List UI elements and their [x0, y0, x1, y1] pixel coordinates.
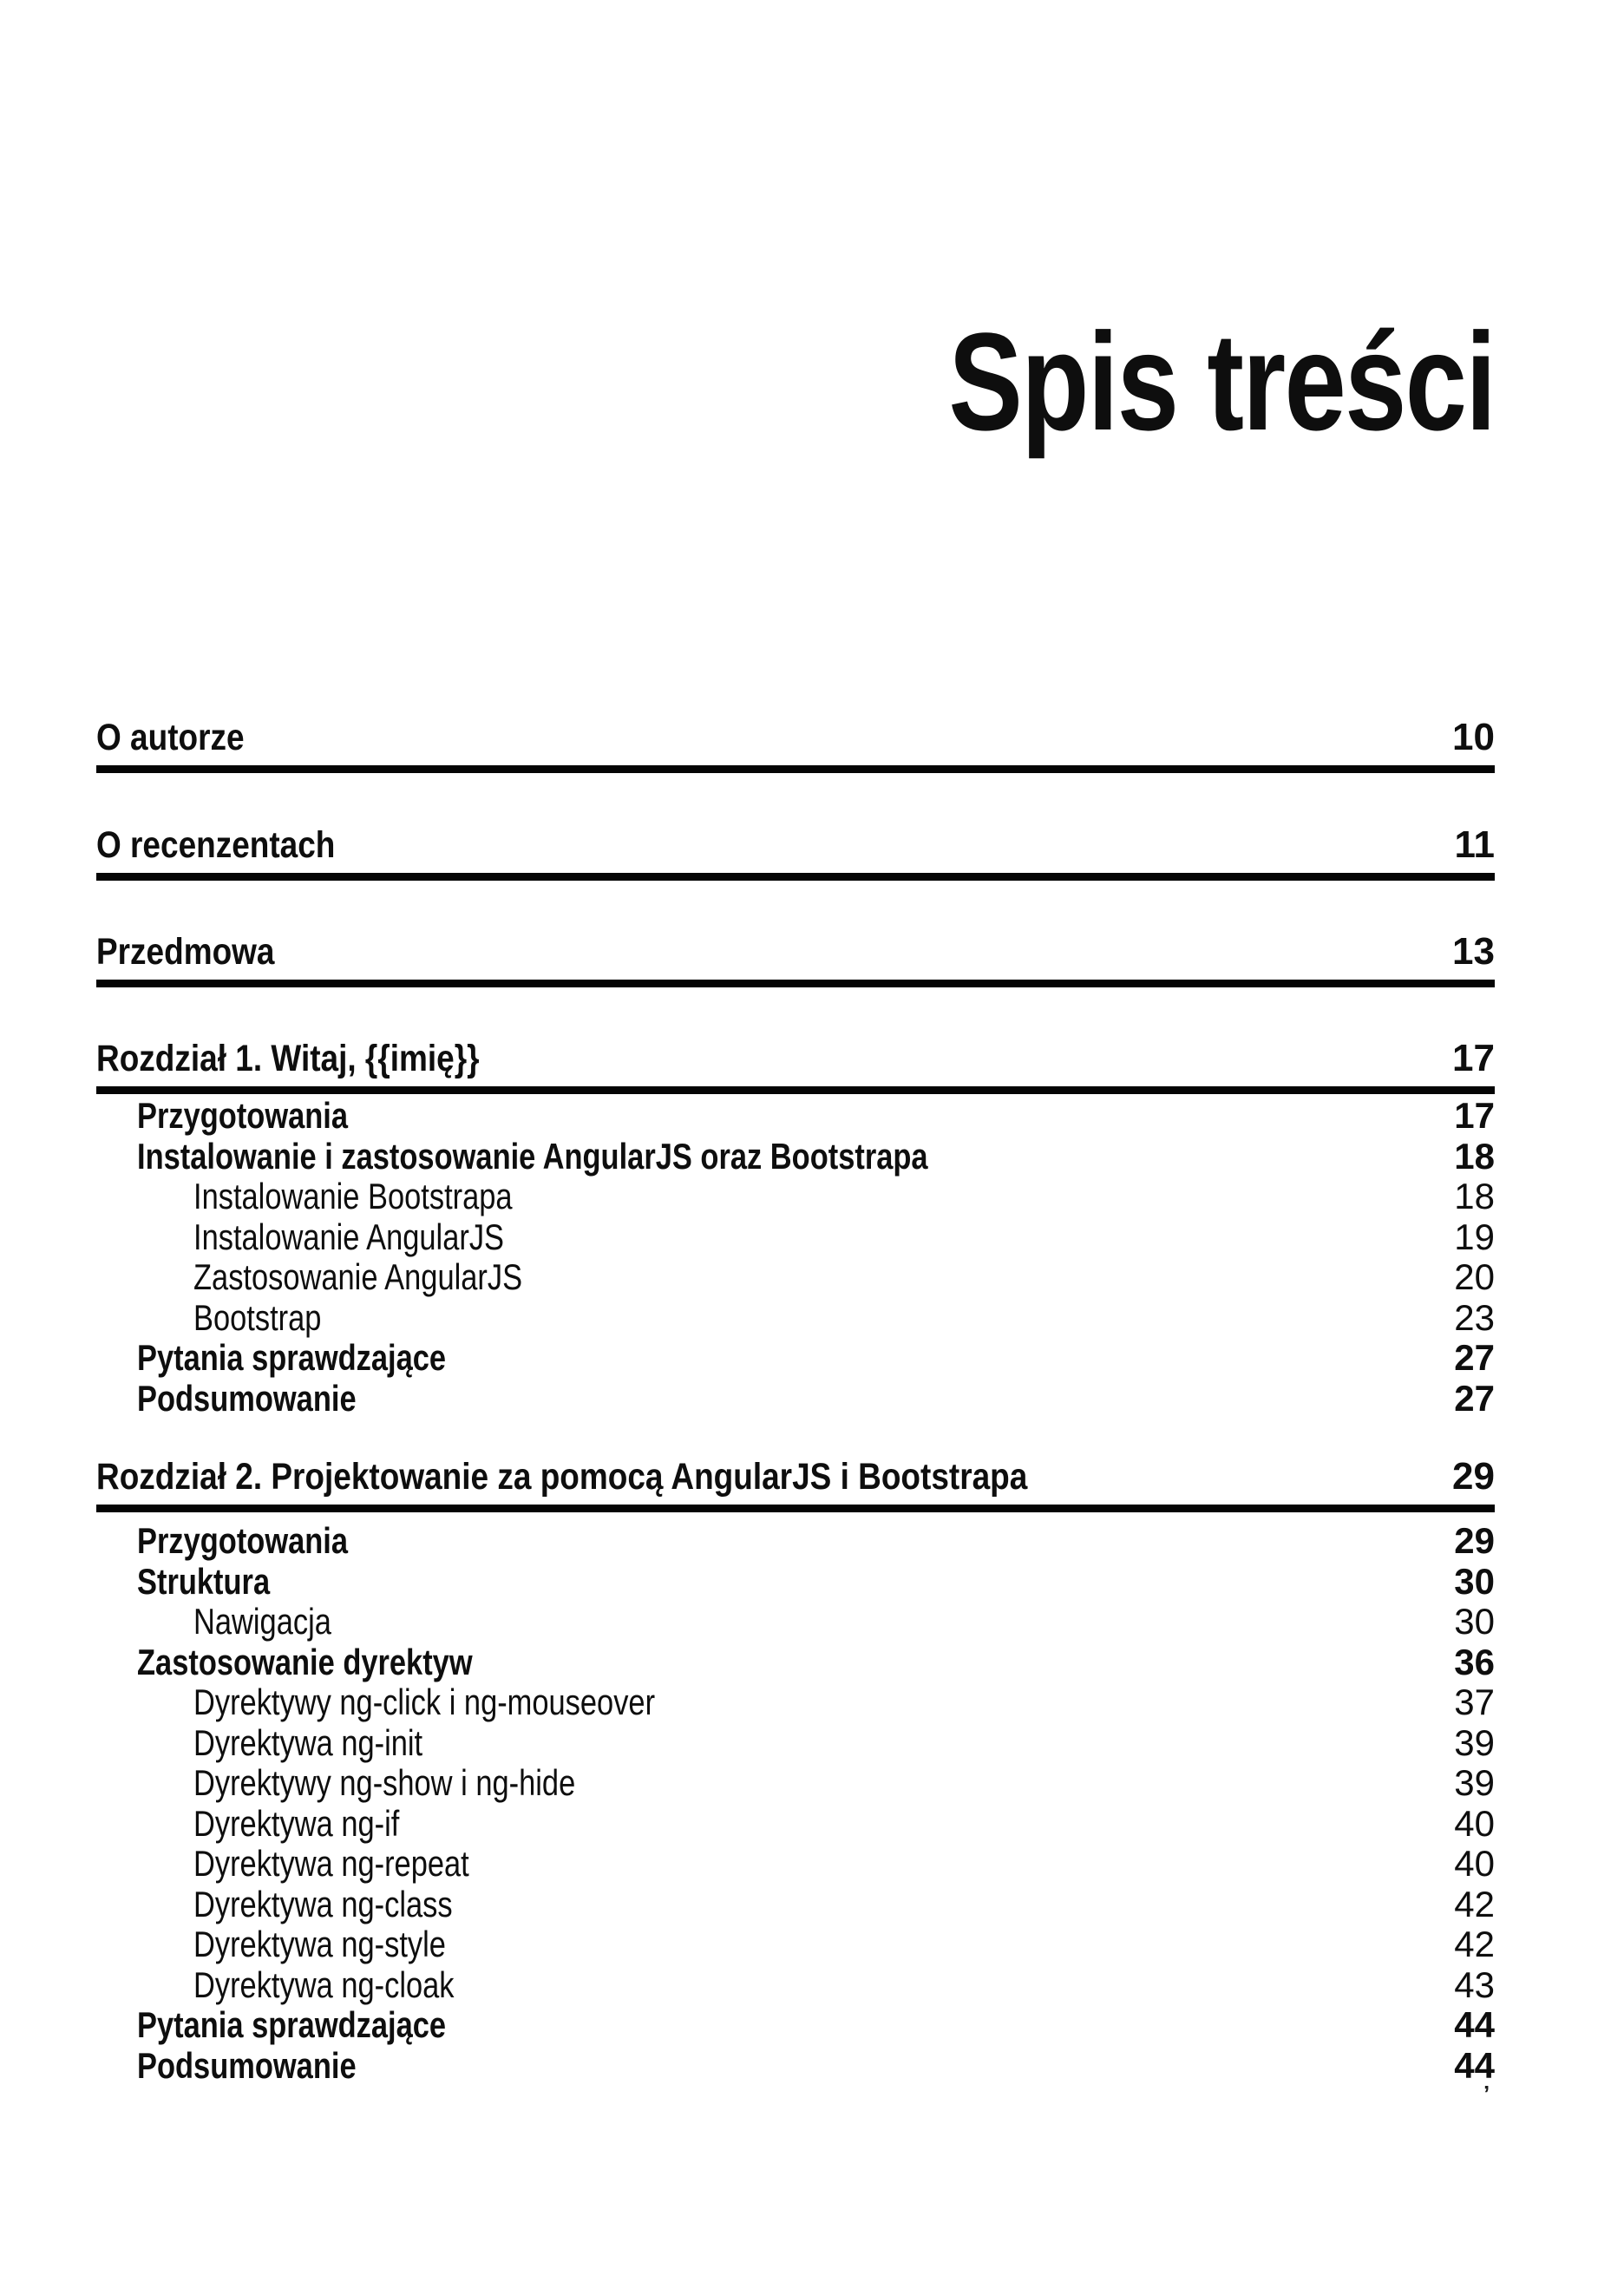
entry-page-number: 39	[1454, 1762, 1495, 1803]
toc-entry	[96, 1521, 1495, 1562]
toc-entry	[96, 1682, 1495, 1723]
chapter-label: Rozdział 1. Witaj, {{imię}}	[96, 1038, 480, 1079]
chapter-heading-row	[96, 1455, 1495, 1512]
entry-label: Dyrektywa ng-init	[193, 1721, 423, 1763]
toc-entry	[96, 1602, 1495, 1642]
entry-page-number: 19	[1454, 1216, 1495, 1257]
entry-page-number: 42	[1454, 1924, 1495, 1964]
entry-page-number: 42	[1454, 1883, 1495, 1924]
entry-label: Instalowanie i zastosowanie AngularJS oraz Bootstrapa	[137, 1135, 928, 1177]
toc-entry	[96, 1217, 1495, 1258]
toc-entry	[96, 1763, 1495, 1804]
chapter-page-number: 29	[1452, 1455, 1495, 1498]
entry-page-number: 18	[1454, 1176, 1495, 1216]
entry-page-number: 17	[1454, 1095, 1495, 1136]
chapter-heading-row	[96, 1039, 1495, 1094]
section-page-number: 13	[1452, 930, 1495, 973]
entry-page-number: 30	[1454, 1560, 1495, 1602]
toc-entry	[96, 1723, 1495, 1764]
entry-page-number: 27	[1454, 1377, 1495, 1419]
toc-entry	[96, 2005, 1495, 2046]
toc-entry	[96, 1804, 1495, 1845]
entry-page-number: 27	[1454, 1337, 1495, 1378]
toc-section-row	[96, 718, 1495, 773]
scan-artifact-mark: ’	[1483, 2081, 1490, 2107]
entry-label: Dyrektywa ng-if	[193, 1802, 400, 1844]
toc-entry	[96, 1257, 1495, 1298]
toc-entry	[96, 2046, 1495, 2087]
entry-label: Przygotowania	[137, 1520, 349, 1561]
entry-label: Instalowanie Bootstrapa	[193, 1176, 513, 1216]
entry-label: Zastosowanie AngularJS	[193, 1256, 523, 1297]
entry-label: Pytania sprawdzające	[137, 2004, 447, 2045]
section-label: Przedmowa	[96, 931, 275, 973]
entry-page-number: 23	[1454, 1296, 1495, 1338]
toc-entry	[96, 1844, 1495, 1885]
entry-page-number: 39	[1454, 1721, 1495, 1763]
entry-page-number: 44	[1454, 2004, 1495, 2045]
section-page-number: 11	[1454, 823, 1495, 866]
entry-label: Dyrektywa ng-class	[193, 1883, 453, 1924]
entry-page-number: 40	[1454, 1802, 1495, 1844]
entry-page-number: 36	[1454, 1641, 1495, 1682]
toc-entry	[96, 1177, 1495, 1217]
toc-entry	[96, 1924, 1495, 1965]
entry-label: Struktura	[137, 1560, 271, 1602]
toc-entry	[96, 1562, 1495, 1603]
entry-label: Zastosowanie dyrektyw	[137, 1641, 473, 1682]
chapter-1-entries	[96, 1096, 1495, 1419]
section-label: O recenzentach	[96, 824, 336, 866]
entry-page-number: 37	[1454, 1682, 1495, 1722]
toc-entry	[96, 1298, 1495, 1339]
toc-entry	[96, 1642, 1495, 1683]
chapter-page-number: 17	[1452, 1037, 1495, 1079]
chapter-2-entries	[96, 1521, 1495, 2086]
toc-entry	[96, 1885, 1495, 1925]
section-page-number: 10	[1452, 716, 1495, 758]
toc-entry	[96, 1096, 1495, 1137]
entry-label: Pytania sprawdzające	[137, 1337, 447, 1378]
toc-section-row	[96, 823, 1495, 881]
entry-label: Dyrektywa ng-repeat	[193, 1843, 469, 1884]
entry-page-number: 43	[1454, 1964, 1495, 2005]
entry-label: Podsumowanie	[137, 2044, 357, 2086]
entry-label: Dyrektywa ng-cloak	[193, 1964, 455, 2005]
entry-page-number: 29	[1454, 1520, 1495, 1561]
entry-label: Podsumowanie	[137, 1377, 357, 1419]
entry-page-number: 30	[1454, 1601, 1495, 1642]
entry-label: Dyrektywy ng-show i ng-hide	[193, 1762, 576, 1803]
toc-entry	[96, 1137, 1495, 1177]
entry-page-number: 40	[1454, 1843, 1495, 1884]
entry-page-number: 18	[1454, 1135, 1495, 1177]
chapter-label: Rozdział 2. Projektowanie za pomocą AngularJS i Bootstrapa	[96, 1456, 1028, 1498]
entry-label: Nawigacja	[193, 1601, 331, 1642]
entry-page-number: 20	[1454, 1256, 1495, 1297]
toc-entry	[96, 1379, 1495, 1419]
entry-label: Dyrektywy ng-click i ng-mouseover	[193, 1682, 656, 1722]
page-title: Spis treści	[948, 304, 1495, 459]
entry-label: Przygotowania	[137, 1095, 349, 1136]
entry-label: Dyrektywa ng-style	[193, 1924, 446, 1964]
entry-page-number: 44	[1454, 2044, 1495, 2086]
toc-entry	[96, 1338, 1495, 1379]
toc-entry	[96, 1965, 1495, 2006]
entry-label: Instalowanie AngularJS	[193, 1216, 505, 1257]
section-label: O autorze	[96, 717, 245, 758]
entry-label: Bootstrap	[193, 1296, 322, 1338]
toc-section-row	[96, 930, 1495, 987]
